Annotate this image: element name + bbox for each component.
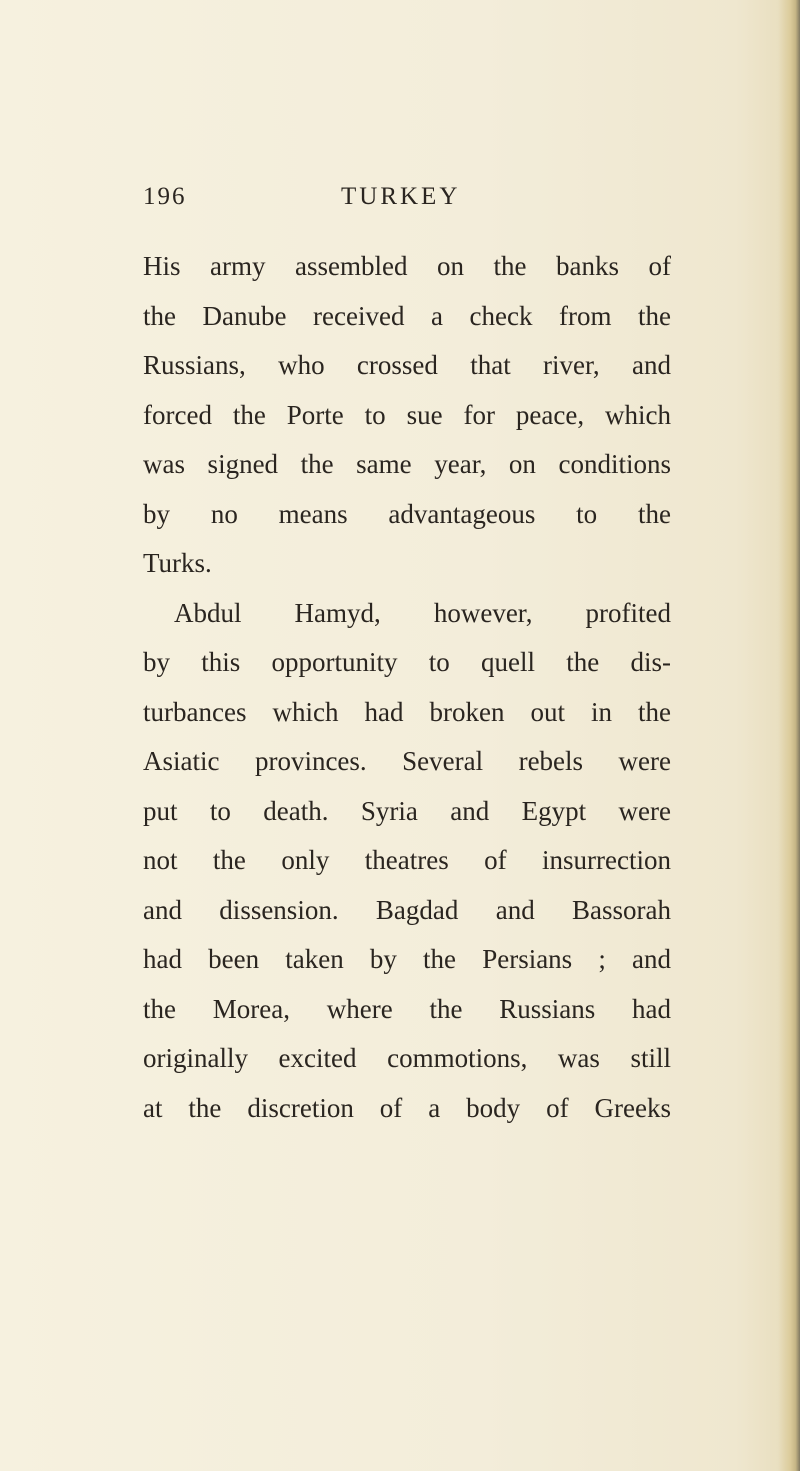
text-line: forced the Porte to sue for peace, which — [143, 399, 671, 430]
running-title: TURKEY — [341, 183, 461, 210]
body-text — [143, 242, 671, 1133]
text-line: and dissension. Bagdad and Bassorah — [143, 894, 671, 925]
text-line: Turks. — [143, 548, 212, 578]
text-line: put to death. Syria and Egypt were — [143, 795, 671, 826]
text-line: the Danube received a check from the — [143, 300, 671, 331]
text-line: the Morea, where the Russians had — [143, 993, 671, 1024]
page-header — [143, 183, 663, 223]
text-line: Abdul Hamyd, however, profited — [174, 597, 671, 628]
text-line: at the discretion of a body of Greeks — [143, 1092, 671, 1123]
text-line: not the only theatres of insurrection — [143, 845, 671, 875]
page-edge-shadow — [778, 0, 800, 1471]
text-line: by this opportunity to quell the dis- — [143, 647, 671, 677]
page-number: 196 — [143, 183, 187, 210]
text-line: by no means advantageous to the — [143, 498, 671, 529]
text-line: originally excited commotions, was still — [143, 1043, 671, 1073]
text-line: had been taken by the Persians ; and — [143, 944, 671, 974]
text-line: His army assembled on the banks of — [143, 251, 671, 281]
text-line: was signed the same year, on conditions — [143, 449, 671, 479]
text-line: Russians, who crossed that river, and — [143, 350, 671, 380]
text-line: Asiatic provinces. Several rebels were — [143, 746, 671, 776]
text-line: turbances which had broken out in the — [143, 696, 671, 727]
